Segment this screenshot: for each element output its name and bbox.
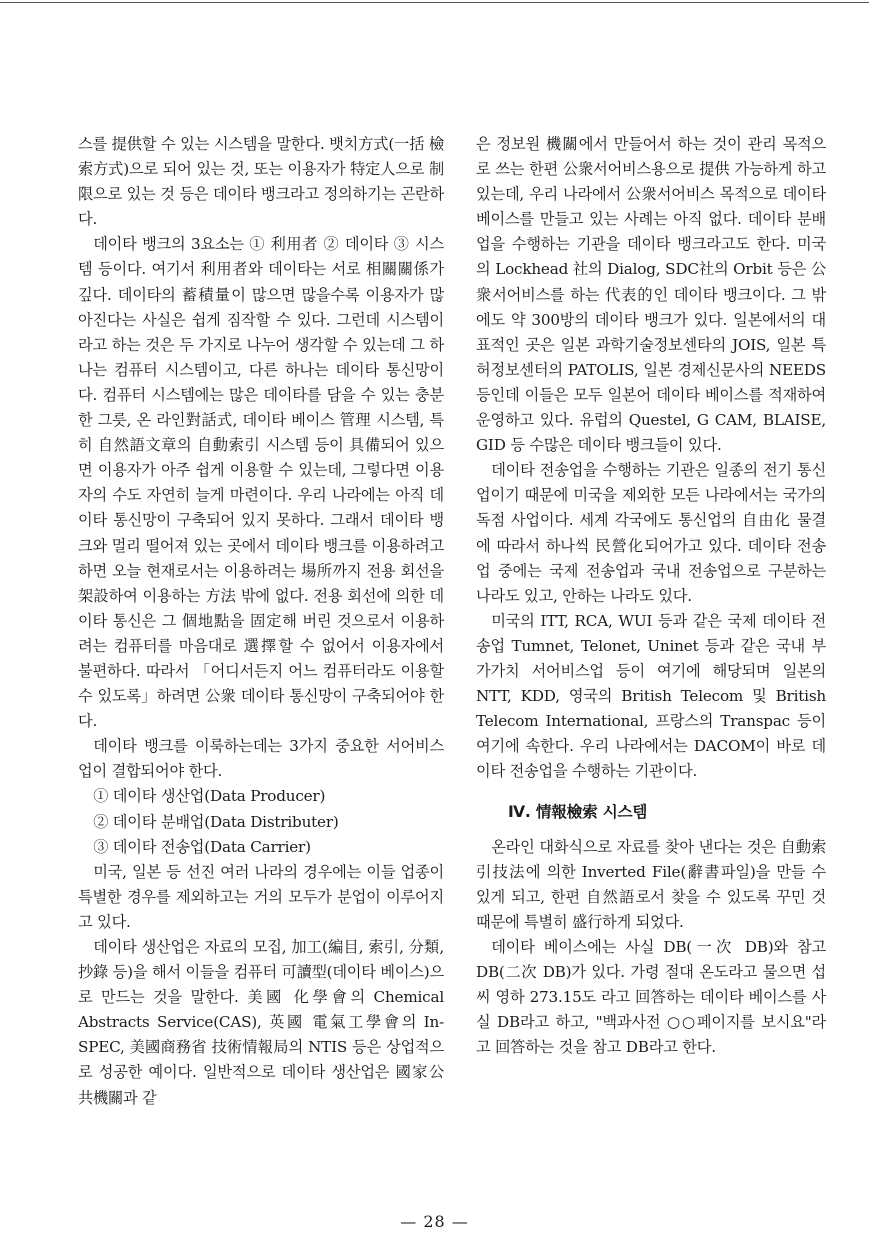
list-item: ② 데이타 분배업(Data Distributer)	[93, 812, 339, 831]
paragraph: 은 정보원 機關에서 만들어서 하는 것이 관리 목적으로 쓰는 한편 公衆서어비스용으로 提供 가능하게 하고 있는데, 우리 나라에서 公衆서어비스 목적으로 데이타 베이스를 만들고 있는 사례는 아직 없다. 데이타 분배업을 수행하는 기관을 데이타 뱅크라고도 한다. 미국의 Lockhead 社의 Dialog, SDC社의 Orbit 등은 公衆서어비스를 하는 代表的인 데이타 뱅크이다. 그 밖에도 약 300방의 데이타 뱅크가 있다. 일본에서의 대표적인 곳은 일본 과학기술정보센타의 JOIS, 일본 특허정보센터의 PATOLIS, 일본 경제신문사의 NEEDS 등인데 이들은 모두 일본어 데이타 베이스를 적재하여 운영하고 있다. 유럽의 Questel, G CAM, BLAISE, GID 등 수많은 데이타 뱅크들이 있다.	[476, 135, 826, 455]
paragraph: 스를 提供할 수 있는 시스템을 말한다. 뱃치方式(一括 檢索方式)으로 되어 있는 것, 또는 이용자가 特定人으로 制限으로 있는 것 등은 데이타 뱅크라고 정의하기는 곤란하다.	[78, 135, 444, 229]
left-column	[78, 132, 444, 1111]
paragraph: 데이타 뱅크를 이룩하는데는 3가지 중요한 서어비스업이 결합되어야 한다.	[78, 737, 444, 781]
paragraph: 데이타 베이스에는 사실 DB(一次 DB)와 참고 DB(二次 DB)가 있다. 가령 절대 온도라고 물으면 섭씨 영하 273.15도 라고 回答하는 데이타 베이스를 사실 DB라고 하고, "백과사전 ○○페이지를 보시요"라고 回答하는 것을 참고 DB라고 한다.	[476, 937, 826, 1057]
section-heading: Ⅳ. 情報檢索 시스템	[508, 803, 648, 822]
paragraph: 데이타 전송업을 수행하는 기관은 일종의 전기 통신업이기 때문에 미국을 제외한 모든 나라에서는 국가의 독점 사업이다. 세계 각국에도 통신업의 自由化 물결에 따라서 하나씩 民營化되어가고 있다. 데이타 전송업 중에는 국제 전송업과 국내 전송업으로 구분하는 나라도 있고, 안하는 나라도 있다.	[476, 461, 826, 605]
right-column	[476, 132, 826, 1060]
page-number: — 28 —	[400, 1212, 469, 1231]
paragraph: 데이타 뱅크의 3요소는 ① 利用者 ② 데이타 ③ 시스템 등이다. 여기서 利用者와 데이타는 서로 相關關係가 깊다. 데이타의 蓄積量이 많으면 많을수록 이용자가 많아진다는 사실은 쉽게 짐작할 수 있다. 그런데 시스템이라고 하는 것은 두 가지로 나누어 생각할 수 있는데 그 하나는 컴퓨터 시스템이고, 다른 하나는 데이타 통신망이다. 컴퓨터 시스템에는 많은 데이타를 담을 수 있는 충분한 그릇, 온 라인對話式, 데이타 베이스 管理 시스템, 특히 自然語文章의 自動索引 시스템 등이 具備되어 있으면 이용자가 아주 쉽게 이용할 수 있는데, 그렇다면 이용자의 수도 자연히 늘게 마련이다. 우리 나라에는 아직 데이타 통신망이 구축되어 있지 못하다. 그래서 데이타 뱅크와 멀리 떨어져 있는 곳에서 데이타 뱅크를 이용하려고 하면 오늘 현재로서는 이용하려는 場所까지 전용 회선을 架設하여 이용하는 方法 밖에 없다. 전용 회선에 의한 데이타 통신은 그 個地點을 固定해 버린 것으로서 이용하려는 컴퓨터를 마음대로 選擇할 수 없어서 이용자에서 불편하다. 따라서 「어디서든지 어느 컴퓨터라도 이용할 수 있도록」하려면 公衆 데이타 통신망이 구축되어야 한다.	[78, 235, 444, 731]
paragraph: 미국, 일본 등 선진 여러 나라의 경우에는 이들 업종이 특별한 경우를 제외하고는 거의 모두가 분업이 이루어지고 있다.	[78, 862, 444, 931]
paragraph: 미국의 ITT, RCA, WUI 등과 같은 국제 데이타 전송업 Tumnet, Telonet, Uninet 등과 같은 국내 부가가치 서어비스업 등이 여기에 해당되며 일본의 NTT, KDD, 영국의 British Telecom 및 British Telecom International, 프랑스의 Transpac 등이 여기에 속한다. 우리 나라에서는 DACOM이 바로 데이타 전송업을 수행하는 기관이다.	[476, 611, 826, 781]
paragraph: 데이타 생산업은 자료의 모집, 加工(編目, 索引, 分類, 抄錄 등)을 해서 이들을 컴퓨터 可讀型(데이타 베이스)으로 만드는 것을 말한다. 美國 化學會의 Chemical Abstracts Service(CAS), 英國 電氣工學會의 In-SPEC, 美國商務省 技術情報局의 NTIS 등은 상업적으로 성공한 예이다. 일반적으로 데이타 생산업은 國家公共機關과 같	[78, 938, 444, 1107]
paragraph: 온라인 대화식으로 자료를 찾아 낸다는 것은 自動索引技法에 의한 Inverted File(辭書파일)을 만들 수 있게 되고, 한편 自然語로서 찾을 수 있도록 꾸민 것 때문에 특별히 盛行하게 되었다.	[476, 837, 826, 931]
list-item: ③ 데이타 전송업(Data Carrier)	[93, 837, 311, 856]
list-item: ① 데이타 생산업(Data Producer)	[93, 787, 326, 806]
top-border-line	[0, 2, 869, 3]
